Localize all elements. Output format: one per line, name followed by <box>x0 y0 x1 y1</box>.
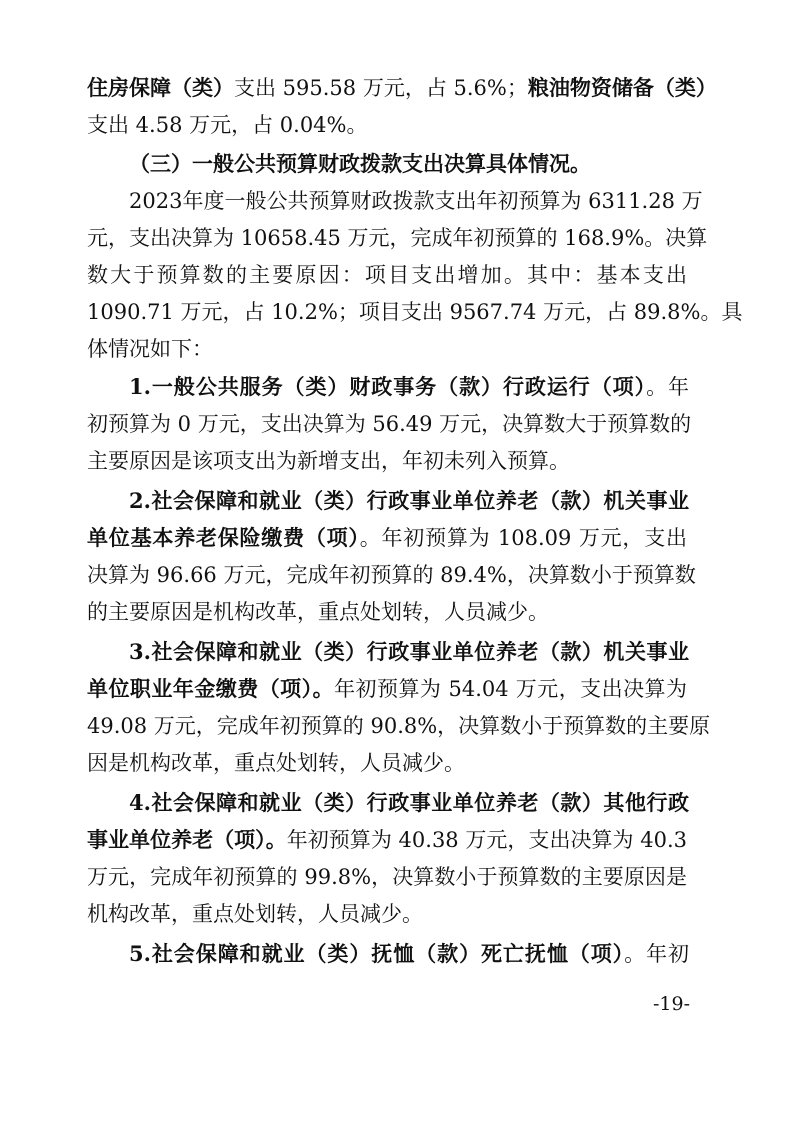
text-segment: 的主要原因是机构改革，重点处划转，人员减少。 <box>87 600 549 624</box>
text-segment: 数大于预算数的主要原因：项目支出增加。其中：基本支出 <box>87 263 687 287</box>
bold-text-segment: 事业单位养老（项）。 <box>87 827 287 852</box>
bold-text-segment: 2.社会保障和就业（类）行政事业单位养老（款）机关事业 <box>129 488 689 513</box>
text-line <box>87 900 687 928</box>
text-segment: 1090.71 万元，占 10.2%；项目支出 9567.74 万元，占 89.8%。具 <box>87 300 743 324</box>
text-segment: 。年初 <box>624 942 690 966</box>
text-segment: 因是机构改革，重点处划转，人员减少。 <box>87 751 465 775</box>
text-line <box>87 863 687 891</box>
text-line <box>87 410 692 438</box>
bold-text-segment: 4.社会保障和就业（类）行政事业单位养老（款）其他行政 <box>129 790 689 815</box>
text-line <box>129 789 689 817</box>
text-line <box>129 638 689 666</box>
bold-text-segment: 粮油物资储备（类） <box>527 75 717 100</box>
text-segment: 机构改革，重点处划转，人员减少。 <box>87 902 423 926</box>
text-line <box>87 224 708 252</box>
text-line <box>129 150 689 178</box>
text-line <box>87 524 687 552</box>
text-line <box>87 261 687 289</box>
text-line <box>87 74 717 102</box>
text-segment: 2023年度一般公共预算财政拨款支出年初预算为 6311.28 万 <box>129 189 703 213</box>
page-number: -19- <box>652 993 690 1015</box>
text-segment: 49.08 万元，完成年初预算的 90.8%，决算数小于预算数的主要原 <box>87 714 711 738</box>
text-segment: 年初预算为 40.38 万元，支出决算为 40.3 <box>286 828 688 852</box>
text-line <box>87 675 687 703</box>
text-segment: 。年 <box>646 375 690 399</box>
text-segment: 。年初预算为 108.09 万元，支出 <box>359 526 687 550</box>
text-line <box>87 111 687 139</box>
text-line <box>87 749 687 777</box>
text-segment: 初预算为 0 万元，支出决算为 56.49 万元，决算数大于预算数的 <box>87 412 692 436</box>
text-line <box>129 187 703 215</box>
text-line <box>87 826 687 854</box>
bold-text-segment: 1.一般公共服务（类）财政事务（款）行政运行（项） <box>129 374 647 399</box>
bold-text-segment: 住房保障（类） <box>87 75 234 100</box>
text-line <box>129 487 689 515</box>
text-line <box>129 940 689 968</box>
text-line <box>87 447 687 475</box>
text-segment: 万元，完成年初预算的 99.8%，决算数小于预算数的主要原因是 <box>87 865 687 889</box>
text-line <box>129 373 689 401</box>
text-segment: 元，支出决算为 10658.45 万元，完成年初预算的 168.9%。决算 <box>87 226 708 250</box>
bold-text-segment: 单位基本养老保险缴费（项） <box>87 525 360 550</box>
bold-text-segment: （三）一般公共预算财政拨款支出决算具体情况。 <box>129 151 591 176</box>
bold-text-segment: 5.社会保障和就业（类）抚恤（款）死亡抚恤（项） <box>129 941 625 966</box>
text-line <box>87 712 711 740</box>
text-line <box>87 598 687 626</box>
text-line <box>87 335 687 363</box>
text-segment: 支出 4.58 万元，占 0.04%。 <box>87 113 368 137</box>
text-segment: 支出 595.58 万元，占 5.6%； <box>234 76 528 100</box>
text-segment: 主要原因是该项支出为新增支出，年初未列入预算。 <box>87 449 570 473</box>
text-segment: 决算为 96.66 万元，完成年初预算的 89.4%，决算数小于预算数 <box>87 563 696 587</box>
text-segment: 年初预算为 54.04 万元，支出决算为 <box>334 677 688 701</box>
text-line <box>87 561 696 589</box>
bold-text-segment: 单位职业年金缴费（项）。 <box>87 676 335 701</box>
bold-text-segment: 3.社会保障和就业（类）行政事业单位养老（款）机关事业 <box>129 639 689 664</box>
text-segment: 体情况如下： <box>87 337 213 361</box>
text-line <box>87 298 743 326</box>
